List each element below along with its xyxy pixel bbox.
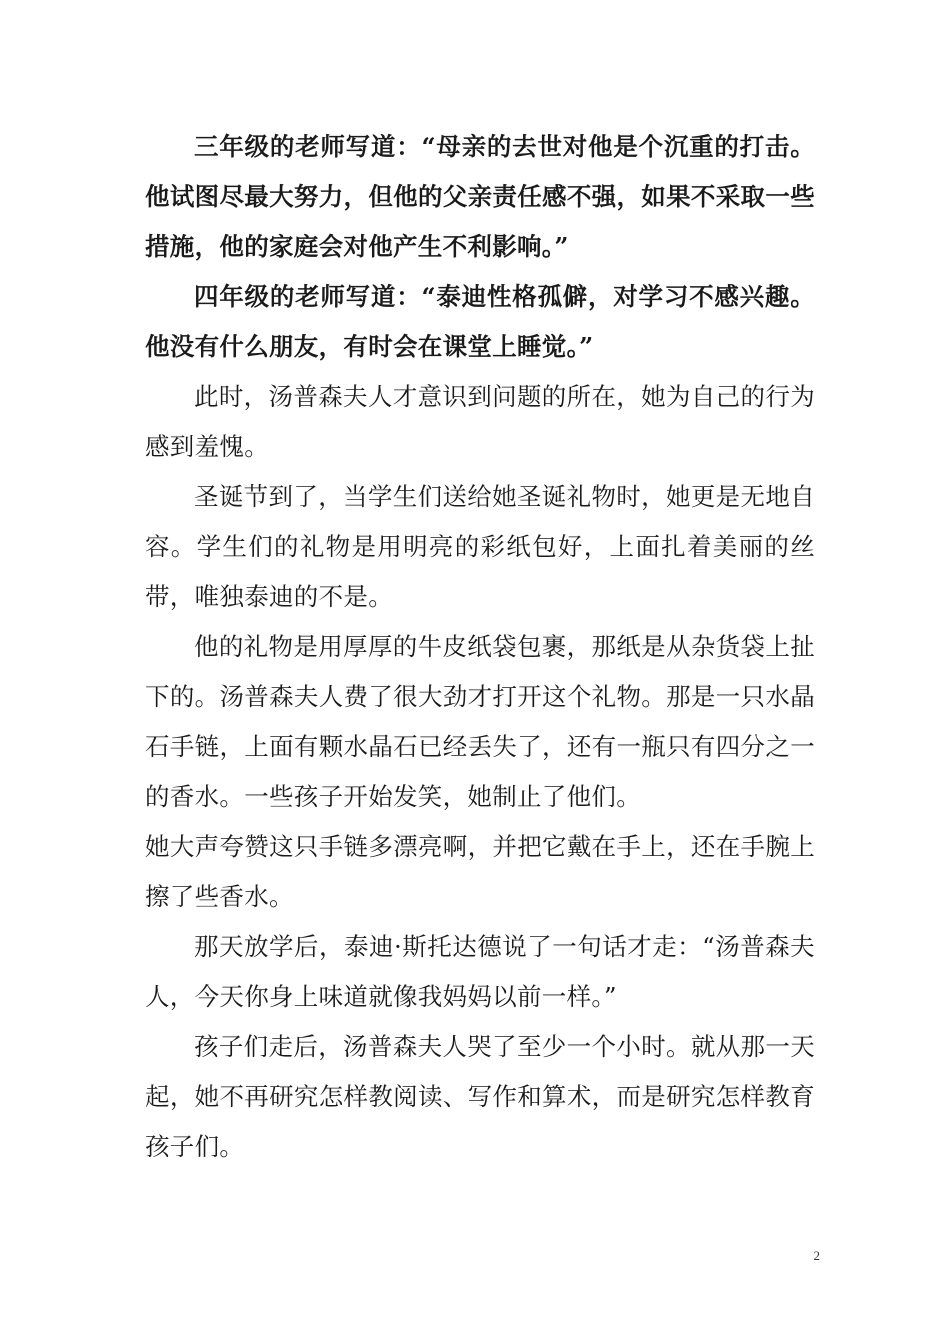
paragraph-after-school: 那天放学后，泰迪·斯托达德说了一句话才走：“汤普森夫人，今天你身上味道就像我妈妈以前一样。” <box>145 932 815 1011</box>
paragraph-fourth-grade-note: 四年级的老师写道：“泰迪性格孤僻，对学习不感兴趣。他没有什么朋友，有时会在课堂上睡觉。” <box>145 282 815 361</box>
paragraph-christmas: 圣诞节到了，当学生们送给她圣诞礼物时，她更是无地自容。学生们的礼物是用明亮的彩纸包好，上面扎着美丽的丝带，唯独泰迪的不是。 <box>145 482 815 611</box>
paragraph-gift: 他的礼物是用厚厚的牛皮纸袋包裹，那纸是从杂货袋上扯下的。汤普森夫人费了很大劲才打开这个礼物。那是一只水晶石手链，上面有颗水晶石已经丢失了，还有一瓶只有四分之一的香水。一些孩子开始发笑，她制止了他们。 <box>145 632 815 811</box>
paragraph-change: 孩子们走后，汤普森夫人哭了至少一个小时。就从那一天起，她不再研究怎样教阅读、写作和算术，而是研究怎样教育孩子们。 <box>145 1032 815 1161</box>
paragraph-bracelet: 她大声夸赞这只手链多漂亮啊，并把它戴在手上，还在手腕上擦了些香水。 <box>145 832 815 911</box>
document-body <box>145 122 815 1172</box>
page-number: 2 <box>813 1248 820 1263</box>
paragraph-third-grade-note: 三年级的老师写道：“母亲的去世对他是个沉重的打击。他试图尽最大努力，但他的父亲责任感不强，如果不采取一些措施，他的家庭会对他产生不利影响。” <box>145 132 815 261</box>
paragraph-realization: 此时，汤普森夫人才意识到问题的所在，她为自己的行为感到羞愧。 <box>145 382 815 461</box>
